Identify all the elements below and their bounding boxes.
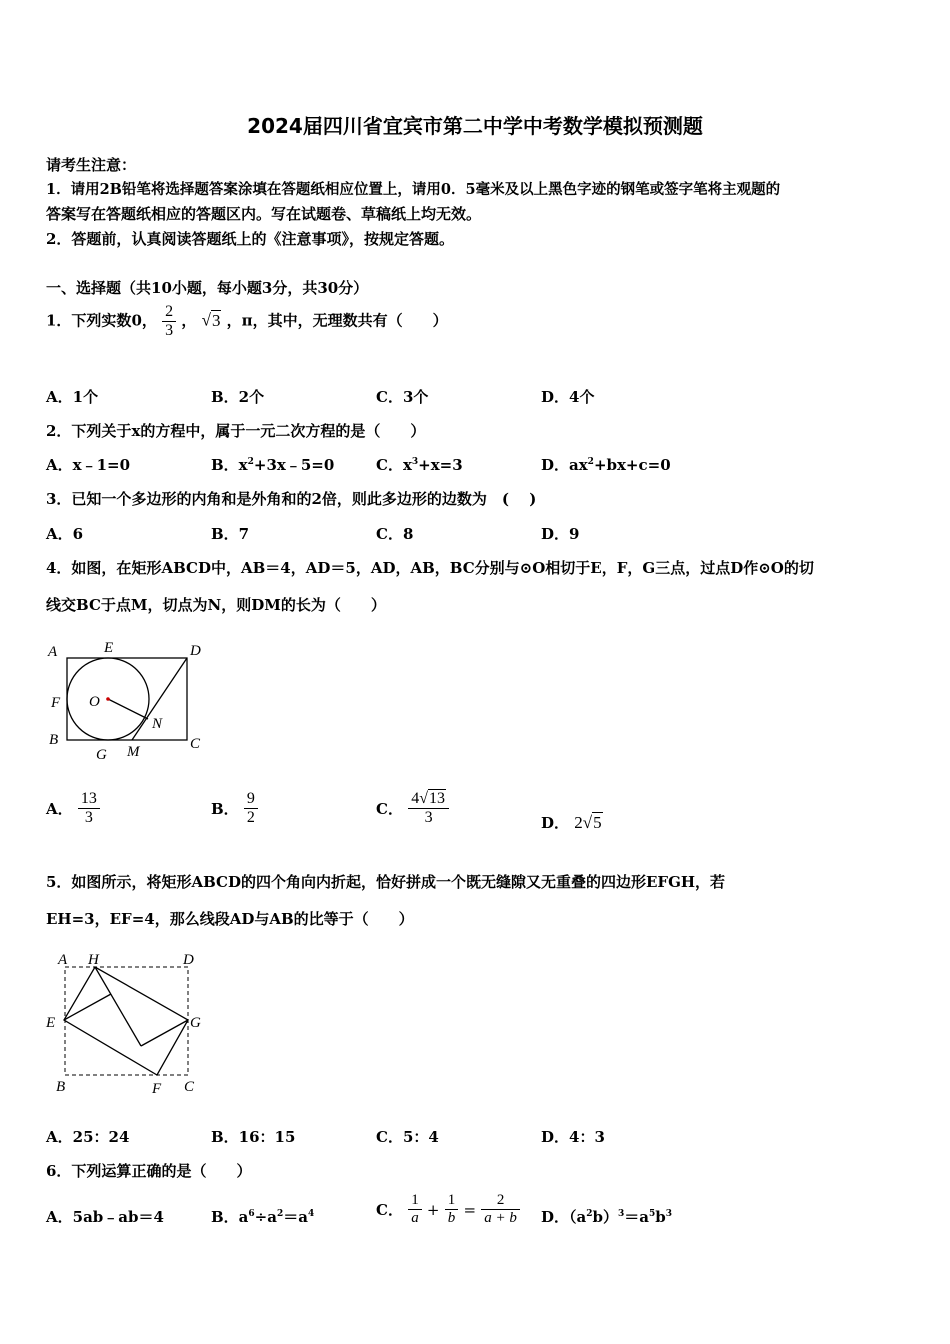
q6-option-c: C． $\frac{1}{a}$ + $\frac{1}{b}$ = $\frac{2}{a + b}$ xyxy=(376,1192,520,1227)
q3-option-b: B．7 xyxy=(211,525,250,543)
q6-option-b: B．$a^6\div a^2=a^4$ xyxy=(211,1208,315,1226)
question-5-stem-line-2: EH=3，EF=4，那么线段AD与AB的比等于（ ） xyxy=(46,910,414,928)
q1-separator: ， xyxy=(181,311,197,330)
q4-label-f: F xyxy=(51,695,61,711)
question-6-stem: 6．下列运算正确的是（ ） xyxy=(46,1162,252,1180)
q4-label-g: G xyxy=(96,747,107,763)
q4-label-b: B xyxy=(49,732,59,748)
q6-option-d: D．$(a^2b)^3=a^5b^3$ xyxy=(541,1208,673,1226)
q1-prefix: 1．下列实数0， xyxy=(46,311,157,330)
notice-item-2: 2．答题前，认真阅读答题纸上的《注意事项》，按规定答题。 xyxy=(46,230,454,248)
q4-label-d: D xyxy=(190,643,201,659)
question-3-stem: 3．已知一个多边形的内角和是外角和的2倍，则此多边形的边数为 ( ) xyxy=(46,490,537,508)
q2-option-c: C．$x^3+x=3$ xyxy=(376,456,463,474)
q5-option-b: B．16：15 xyxy=(211,1128,296,1146)
q6-c-fraction-3: $\frac{2}{a + b}$ xyxy=(481,1192,520,1227)
q4-b-fraction: $\frac{9}{2}$ xyxy=(244,790,258,827)
q1-frac-numerator: 2 xyxy=(165,303,174,320)
q3-option-a: A．6 xyxy=(46,525,84,543)
q3-option-c: C．8 xyxy=(376,525,414,543)
q4-option-b: B． $\frac{9}{2}$ xyxy=(211,790,258,827)
q6-c-fraction-1: $\frac{1}{a}$ xyxy=(408,1192,422,1227)
question-4-stem-line-1: 4．如图，在矩形ABCD中，AB＝4，AD＝5，AD，AB，BC分别与⊙O相切于E，F，G三点，过点D作⊙O的切 xyxy=(46,559,814,577)
q1-option-c: C．3个 xyxy=(376,388,429,406)
q5-figure xyxy=(42,948,212,1100)
notice-heading: 请考生注意： xyxy=(46,156,137,174)
q1-fraction xyxy=(162,303,176,340)
q5-label-h: H xyxy=(88,952,99,968)
q6-option-a: A．5ab﹣ab＝4 xyxy=(46,1208,164,1226)
question-4-stem-line-2: 线交BC于点M，切点为N，则DM的长为（ ） xyxy=(46,596,386,614)
q4-option-c: C． $\frac{4√13}{3}$ xyxy=(376,790,449,827)
q4-label-m: M xyxy=(127,744,140,760)
q2-option-d: D．$ax^2+bx+c=0$ xyxy=(541,456,671,474)
q4-label-o: O xyxy=(89,694,100,710)
q3-option-d: D．9 xyxy=(541,525,580,543)
q5-label-g: G xyxy=(190,1015,201,1031)
q5-label-d: D xyxy=(183,952,194,968)
q4-rectangle xyxy=(67,658,187,740)
q1-suffix: ，π，其中，无理数共有（ ） xyxy=(226,311,448,330)
q1-sqrt xyxy=(202,310,222,330)
q4-option-a: A． $\frac{13}{3}$ xyxy=(46,790,100,827)
q4-label-n: N xyxy=(152,716,163,732)
q1-option-a: A．1个 xyxy=(46,388,99,406)
q4-center-dot xyxy=(106,697,110,701)
notice-item-1-line-2: 答案写在答题纸相应的答题区内。写在试题卷、草稿纸上均无效。 xyxy=(46,205,482,223)
q4-figure xyxy=(42,636,212,766)
question-5-stem-line-1: 5．如图所示，将矩形ABCD的四个角向内折起，恰好拼成一个既无缝隙又无重叠的四边形EFGH，若 xyxy=(46,873,726,891)
q5-label-e: E xyxy=(46,1015,56,1031)
sqrt-sign: √ xyxy=(201,310,211,330)
q5-option-d: D．4：3 xyxy=(541,1128,605,1146)
q1-option-b: B．2个 xyxy=(211,388,265,406)
q5-option-c: C．5：4 xyxy=(376,1128,439,1146)
q4-label-e: E xyxy=(104,640,114,656)
page-title: 2024届四川省宜宾市第二中学中考数学模拟预测题 xyxy=(247,114,703,138)
question-2-stem: 2．下列关于x的方程中，属于一元二次方程的是（ ） xyxy=(46,422,426,440)
notice-item-1-line-1: 1．请用2B铅笔将选择题答案涂填在答题纸相应位置上，请用0．5毫米及以上黑色字迹的钢笔或签字笔将主观题的 xyxy=(46,181,781,198)
q5-option-a: A．25：24 xyxy=(46,1128,130,1146)
question-1-stem xyxy=(46,303,448,340)
q5-label-f: F xyxy=(152,1081,162,1097)
q2-option-b: B．$x^2+3x﹣5=0$ xyxy=(211,456,335,474)
section-heading: 一、选择题（共10小题，每小题3分，共30分） xyxy=(46,279,369,297)
q4-label-c: C xyxy=(190,736,201,752)
q4-radius-on xyxy=(108,699,148,719)
q4-d-sqrt: 2√5 xyxy=(574,813,602,832)
q6-c-fraction-2: $\frac{1}{b}$ xyxy=(445,1192,459,1227)
q5-label-b: B xyxy=(56,1079,66,1095)
q4-a-fraction: $\frac{13}{3}$ xyxy=(78,790,100,827)
q1-option-d: D．4个 xyxy=(541,388,595,406)
q4-option-d: D． 2√5 xyxy=(541,813,602,832)
q1-frac-denominator: 3 xyxy=(162,321,176,340)
q2-option-a: A．x﹣1=0 xyxy=(46,456,131,474)
q5-label-a: A xyxy=(58,952,68,968)
q4-c-fraction: $\frac{4√13}{3}$ xyxy=(408,790,449,827)
sqrt-radicand: 3 xyxy=(211,310,221,330)
q5-fold-line-2 xyxy=(95,967,141,1046)
q5-label-c: C xyxy=(184,1079,195,1095)
q4-label-a: A xyxy=(48,644,58,660)
